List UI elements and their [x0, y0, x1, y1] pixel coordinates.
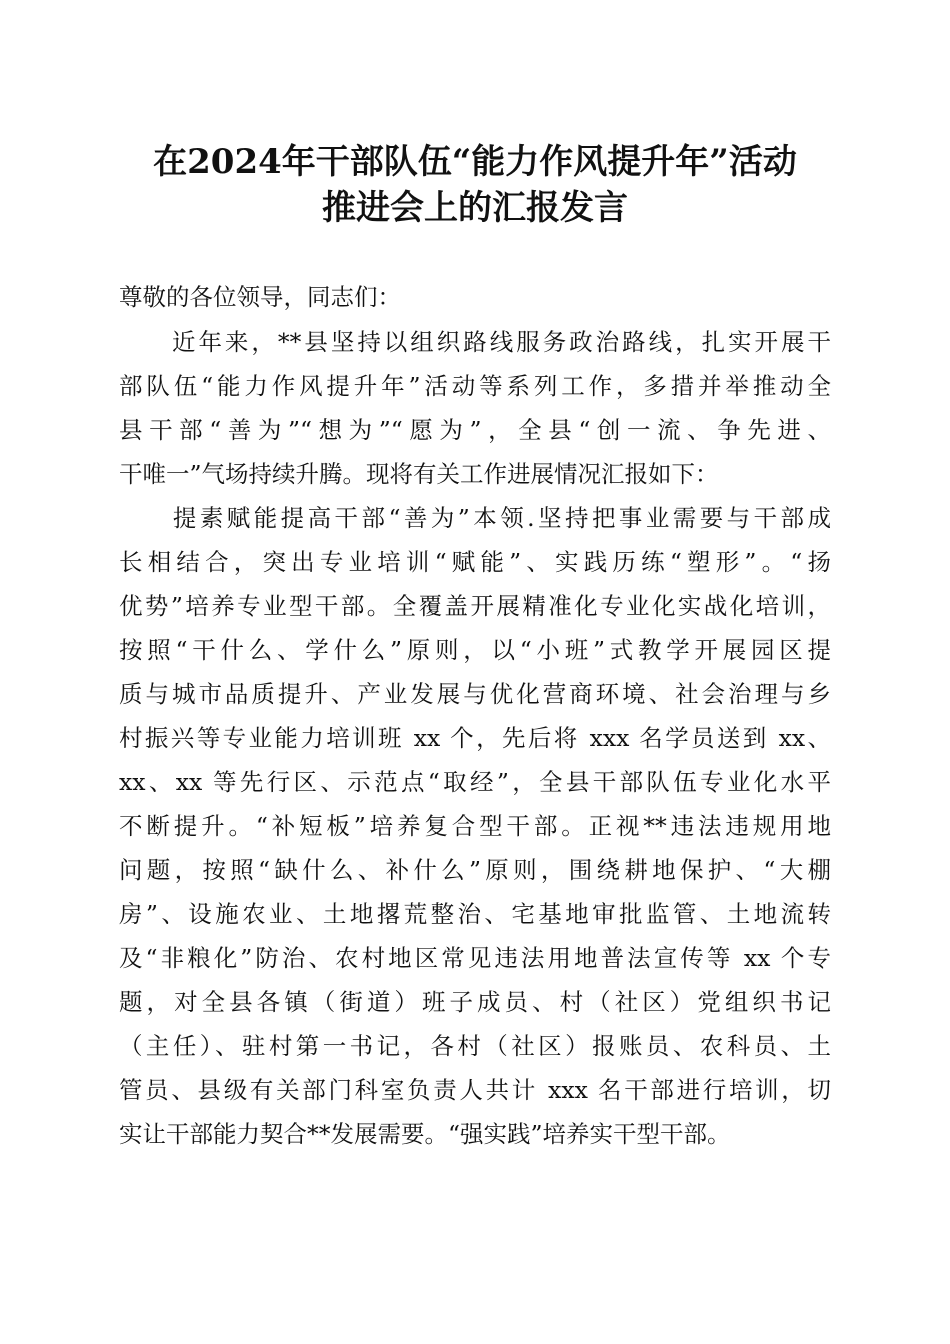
- paragraph-2-line: （主任）、驻村第一书记，各村（社区）报账员、农科员、土: [119, 1032, 831, 1060]
- paragraph-1-line: 近年来，**县坚持以组织路线服务政治路线，扎实开展干: [119, 328, 831, 356]
- paragraph-2-line: 问题，按照“缺什么、补什么”原则，围绕耕地保护、“大棚: [119, 856, 831, 884]
- document-title-line-1: 在2024年干部队伍“能力作风提升年”活动: [153, 142, 797, 182]
- paragraph-2-line: 村振兴等专业能力培训班 xx 个，先后将 xxx 名学员送到 xx、: [119, 724, 831, 752]
- paragraph-2-line: 按照“干什么、学什么”原则，以“小班”式教学开展园区提: [119, 636, 831, 664]
- paragraph-2-line: 实让干部能力契合**发展需要。“强实践”培养实干型干部。: [119, 1120, 731, 1148]
- paragraph-2-line: 及“非粮化”防治、农村地区常见违法用地普法宣传等 xx 个专: [119, 944, 831, 972]
- paragraph-2-line: 长相结合，突出专业培训“赋能”、实践历练“塑形”。“扬: [119, 548, 831, 576]
- paragraph-2-line: xx、xx 等先行区、示范点“取经”，全县干部队伍专业化水平: [119, 768, 831, 796]
- paragraph-2-line: 管员、县级有关部门科室负责人共计 xxx 名干部进行培训，切: [119, 1076, 831, 1104]
- salutation: 尊敬的各位领导，同志们：: [119, 283, 401, 311]
- paragraph-2-line: 题，对全县各镇（街道）班子成员、村（社区）党组织书记: [119, 988, 831, 1016]
- paragraph-2-line: 房”、设施农业、土地撂荒整治、宅基地审批监管、土地流转: [119, 900, 831, 928]
- paragraph-2-line: 质与城市品质提升、产业发展与优化营商环境、社会治理与乡: [119, 680, 831, 708]
- paragraph-2-line: 优势”培养专业型干部。全覆盖开展精准化专业化实战化培训，: [119, 592, 831, 620]
- paragraph-1-line: 部队伍“能力作风提升年”活动等系列工作，多措并举推动全: [119, 372, 831, 400]
- paragraph-2-line: 不断提升。“补短板”培养复合型干部。正视**违法违规用地: [119, 812, 831, 840]
- paragraph-2-line: 提素赋能提高干部“善为”本领.坚持把事业需要与干部成: [119, 504, 831, 532]
- paragraph-1-line: 县干部“善为”“想为”“愿为”，全县“创一流、争先进、: [119, 416, 831, 444]
- paragraph-1-line: 干唯一”气场持续升腾。现将有关工作进展情况汇报如下：: [119, 460, 719, 488]
- document-title-line-2: 推进会上的汇报发言: [322, 188, 628, 228]
